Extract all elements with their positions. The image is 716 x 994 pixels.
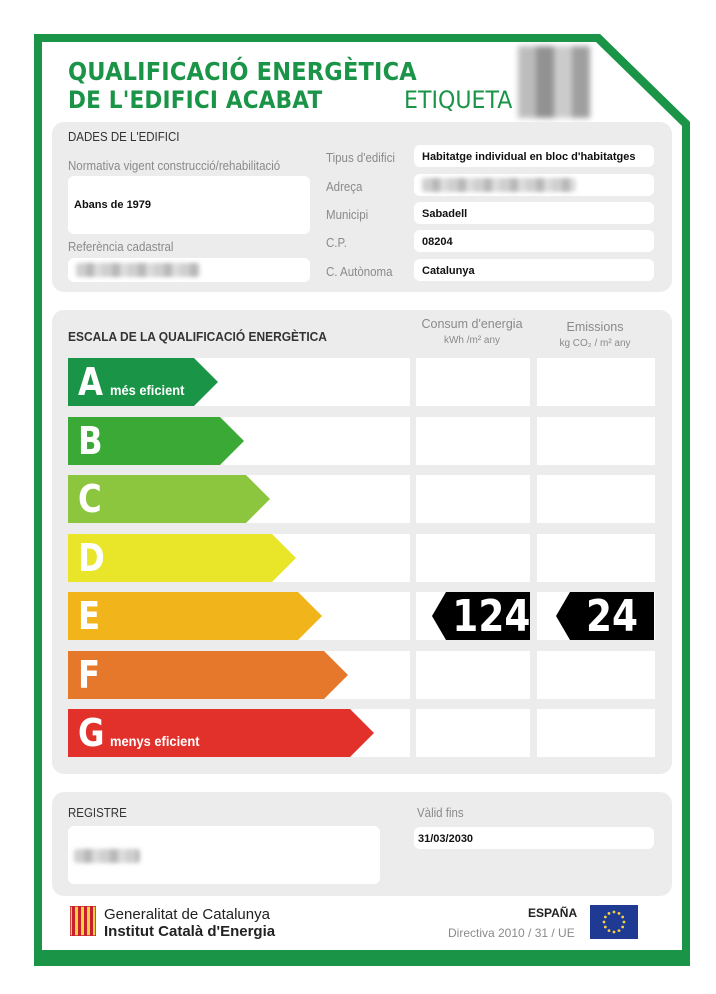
eu-star: [613, 931, 616, 934]
class-letter: B: [78, 418, 103, 463]
eu-flag-icon: [590, 905, 638, 939]
class-arrow-fill: [68, 651, 348, 699]
class-letter: C: [78, 477, 102, 521]
consum-badge: [432, 592, 530, 640]
registre-redacted: [74, 849, 140, 863]
class-arrow-shape: [68, 592, 324, 640]
class-arrow-c: [68, 475, 272, 523]
emissions-heading: [536, 320, 654, 349]
consum-unit: kWh /m² any: [443, 335, 501, 346]
cp-value: 08204: [422, 236, 453, 248]
consum-cell: [416, 709, 530, 757]
qr-code: [518, 46, 590, 118]
class-arrow-f: [68, 651, 350, 699]
registre-section-title: REGISTRE: [68, 806, 127, 820]
consum-heading: [414, 317, 530, 346]
eu-star: [621, 926, 624, 929]
icaen-name: Institut Català d'Energia: [104, 923, 276, 940]
consum-cell: [416, 358, 530, 406]
etiqueta-label: ETIQUETA: [404, 86, 513, 114]
tipus-value: Habitatge individual en bloc d'habitatges: [422, 151, 636, 163]
class-subtitle: menys eficient: [110, 733, 200, 749]
normativa-value: Abans de 1979: [74, 199, 152, 211]
class-letter: A: [78, 360, 104, 404]
eu-star: [621, 916, 624, 919]
class-letter: D: [78, 535, 105, 580]
class-arrow-shape: [68, 651, 350, 699]
title-line-1: QUALIFICACIÓ ENERGÈTICA: [68, 57, 417, 86]
gencat-shield-icon: [70, 906, 96, 936]
valid-label: Vàlid fins: [417, 806, 464, 820]
class-arrow-d: [68, 534, 298, 582]
consum-badge-value: 124: [452, 591, 531, 642]
class-arrow-e: [68, 592, 324, 640]
class-letter: E: [78, 594, 101, 638]
adreca-label: Adreça: [326, 180, 363, 194]
consum-cell: [416, 534, 530, 582]
emissions-heading-text: Emissions: [566, 320, 624, 334]
emissions-cell: [537, 358, 655, 406]
title-line-2: DE L'EDIFICI ACABAT: [68, 86, 323, 114]
class-letter: G: [78, 711, 105, 755]
espana-label: ESPAÑA: [528, 906, 578, 920]
consum-cell: [416, 417, 530, 465]
class-subtitle: més eficient: [110, 382, 185, 398]
class-arrow-fill: [68, 592, 322, 640]
class-arrow-g: [68, 709, 376, 757]
referencia-redacted: [76, 263, 200, 277]
emissions-cell: [537, 475, 655, 523]
emissions-badge-value: 24: [585, 591, 639, 642]
valid-value: 31/03/2030: [418, 833, 474, 845]
class-arrow-b: [68, 417, 246, 465]
cp-label: C.P.: [326, 236, 347, 250]
eu-star: [618, 929, 621, 932]
class-arrow-a: [68, 358, 220, 406]
eu-star: [608, 929, 611, 932]
consum-cell: [416, 651, 530, 699]
eu-star: [623, 921, 626, 924]
class-letter: F: [78, 652, 101, 697]
emissions-badge: [556, 592, 654, 640]
eu-star: [603, 921, 606, 924]
tipus-label: Tipus d'edifici: [326, 151, 395, 165]
emissions-cell: [537, 534, 655, 582]
directiva-label: Directiva 2010 / 31 / UE: [448, 926, 575, 940]
autonoma-value: Catalunya: [422, 265, 475, 277]
referencia-label: Referència cadastral: [68, 240, 174, 254]
eu-star: [604, 926, 607, 929]
adreca-redacted: [422, 178, 576, 192]
eu-star: [613, 911, 616, 914]
municipi-value: Sabadell: [422, 208, 468, 220]
eu-star: [618, 912, 621, 915]
scale-section-title: ESCALA DE LA QUALIFICACIÓ ENERGÈTICA: [68, 329, 327, 344]
eu-stars-icon: [590, 905, 638, 939]
eu-star: [608, 912, 611, 915]
emissions-cell: [537, 417, 655, 465]
emissions-cell: [537, 709, 655, 757]
autonoma-label: C. Autònoma: [326, 265, 393, 279]
energy-label: [34, 34, 690, 966]
consum-heading-text: Consum d'energia: [421, 317, 523, 331]
emissions-cell: [537, 651, 655, 699]
emissions-unit: kg CO₂ / m² any: [559, 338, 631, 349]
normativa-label: Normativa vigent construcció/rehabilitació: [68, 159, 281, 173]
municipi-label: Municipi: [326, 208, 369, 222]
eu-star: [604, 916, 607, 919]
gencat-name: Generalitat de Catalunya: [104, 906, 270, 923]
consum-cell: [416, 475, 530, 523]
building-section-title: DADES DE L'EDIFICI: [68, 130, 180, 144]
